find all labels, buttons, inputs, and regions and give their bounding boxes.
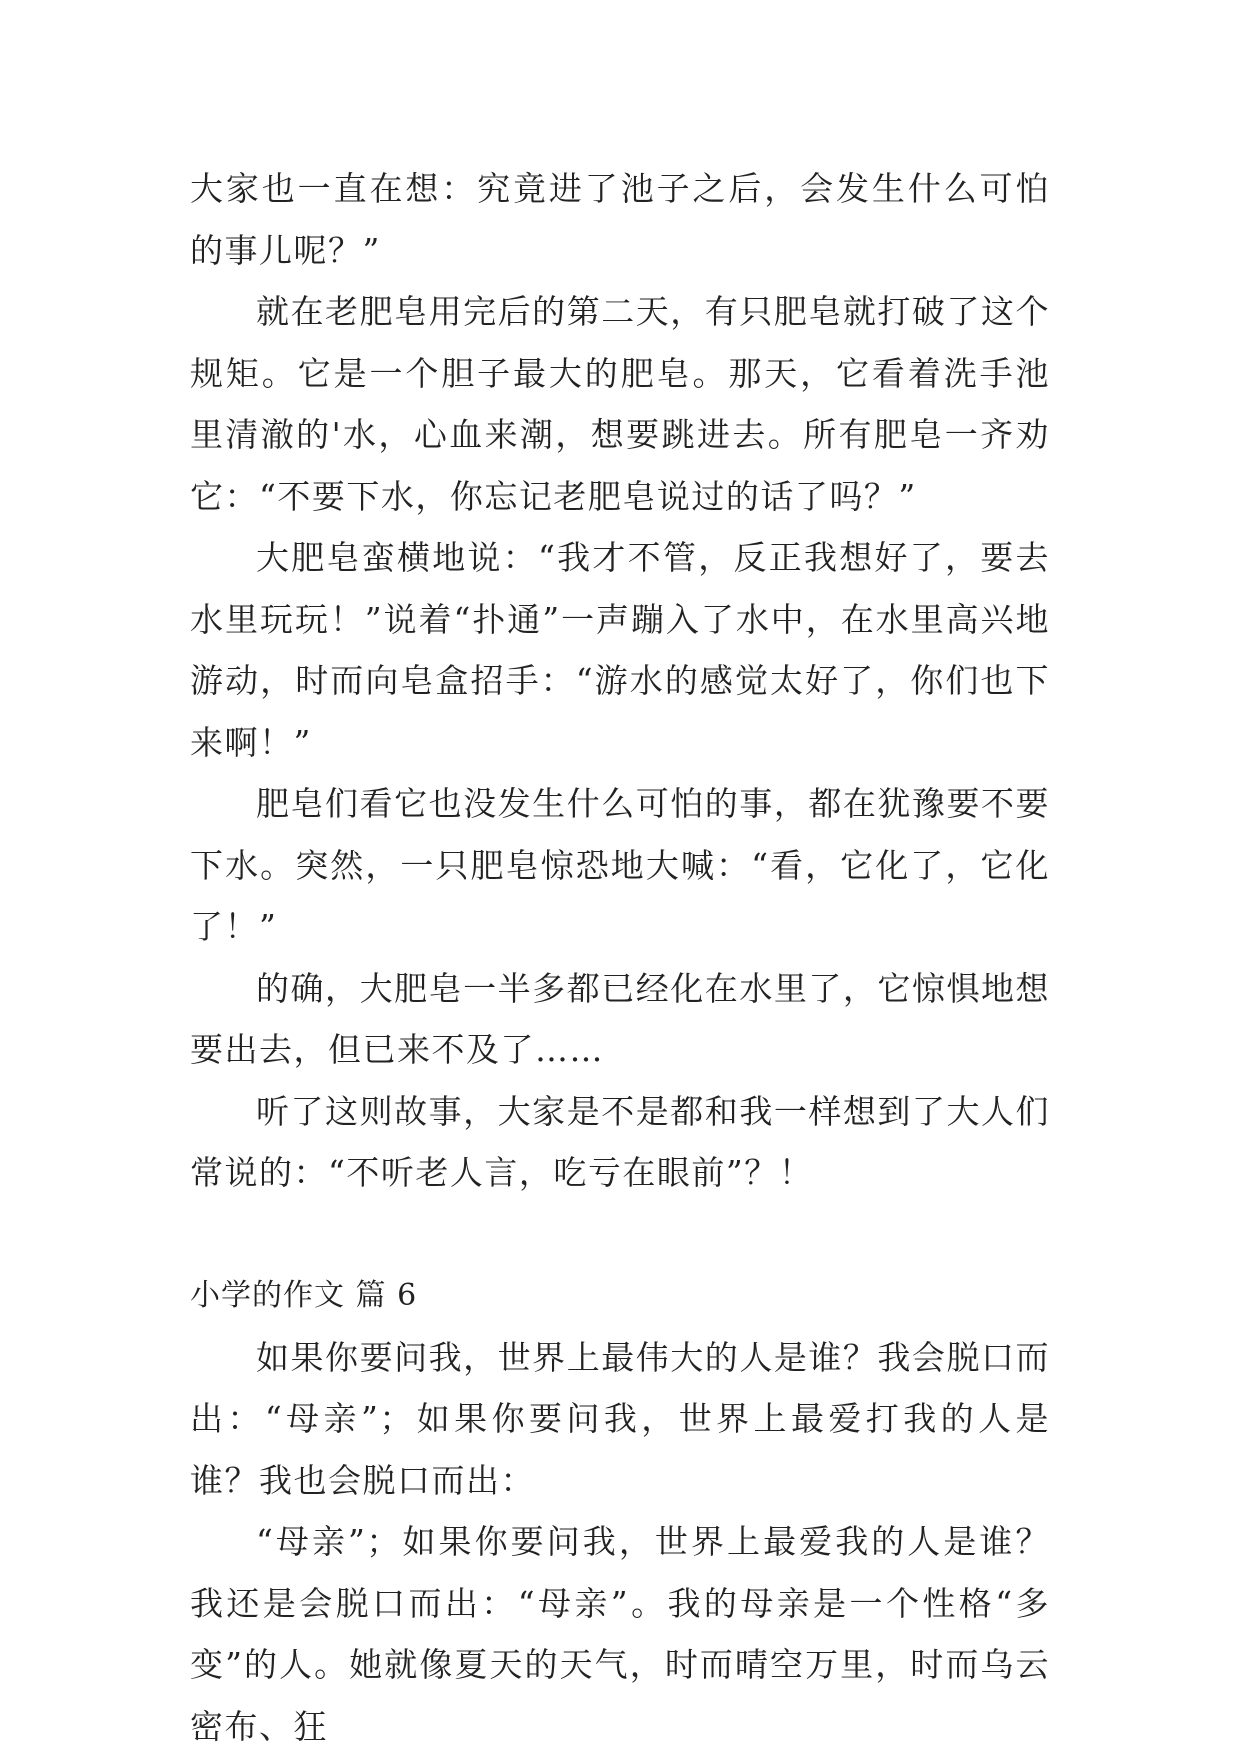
paragraph-2: 就在老肥皂用完后的第二天，有只肥皂就打破了这个规矩。它是一个胆子最大的肥皂。那天，它看着洗手池里清澈的'水，心血来潮，想要跳进去。所有肥皂一齐劝它：“不要下水，你忘记老肥皂说过的话了吗？” [190,292,1050,516]
paragraph-4: 肥皂们看它也没发生什么可怕的事，都在犹豫要不要下水。突然，一只肥皂惊恐地大喊：“看，它化了，它化了！” [190,784,1050,946]
document-body [190,158,1050,1757]
paragraph-8: “母亲”；如果你要问我，世界上最爱我的人是谁？我还是会脱口而出：“母亲”。我的母亲是一个性格“多变”的人。她就像夏天的天气，时而晴空万里，时而乌云密布、狂 [190,1522,1050,1746]
paragraph-6: 听了这则故事，大家是不是都和我一样想到了大人们常说的：“不听老人言，吃亏在眼前”？！ [190,1091,1050,1192]
paragraph-3: 大肥皂蛮横地说：“我才不管，反正我想好了，要去水里玩玩！”说着“扑通”一声蹦入了水中，在水里高兴地游动，时而向皂盒招手：“游水的感觉太好了，你们也下来啊！” [190,538,1050,762]
paragraph-1: 大家也一直在想：究竟进了池子之后，会发生什么可怕的事儿呢？” [190,169,1050,270]
paragraph-5: 的确，大肥皂一半多都已经化在水里了，它惊惧地想要出去，但已来不及了…… [190,968,1050,1069]
paragraph-7: 如果你要问我，世界上最伟大的人是谁？我会脱口而出：“母亲”；如果你要问我，世界上最爱打我的人是谁？我也会脱口而出： [190,1337,1050,1500]
section-spacer [190,1204,1050,1266]
section-title: 小学的作文 篇 6 [190,1278,418,1313]
